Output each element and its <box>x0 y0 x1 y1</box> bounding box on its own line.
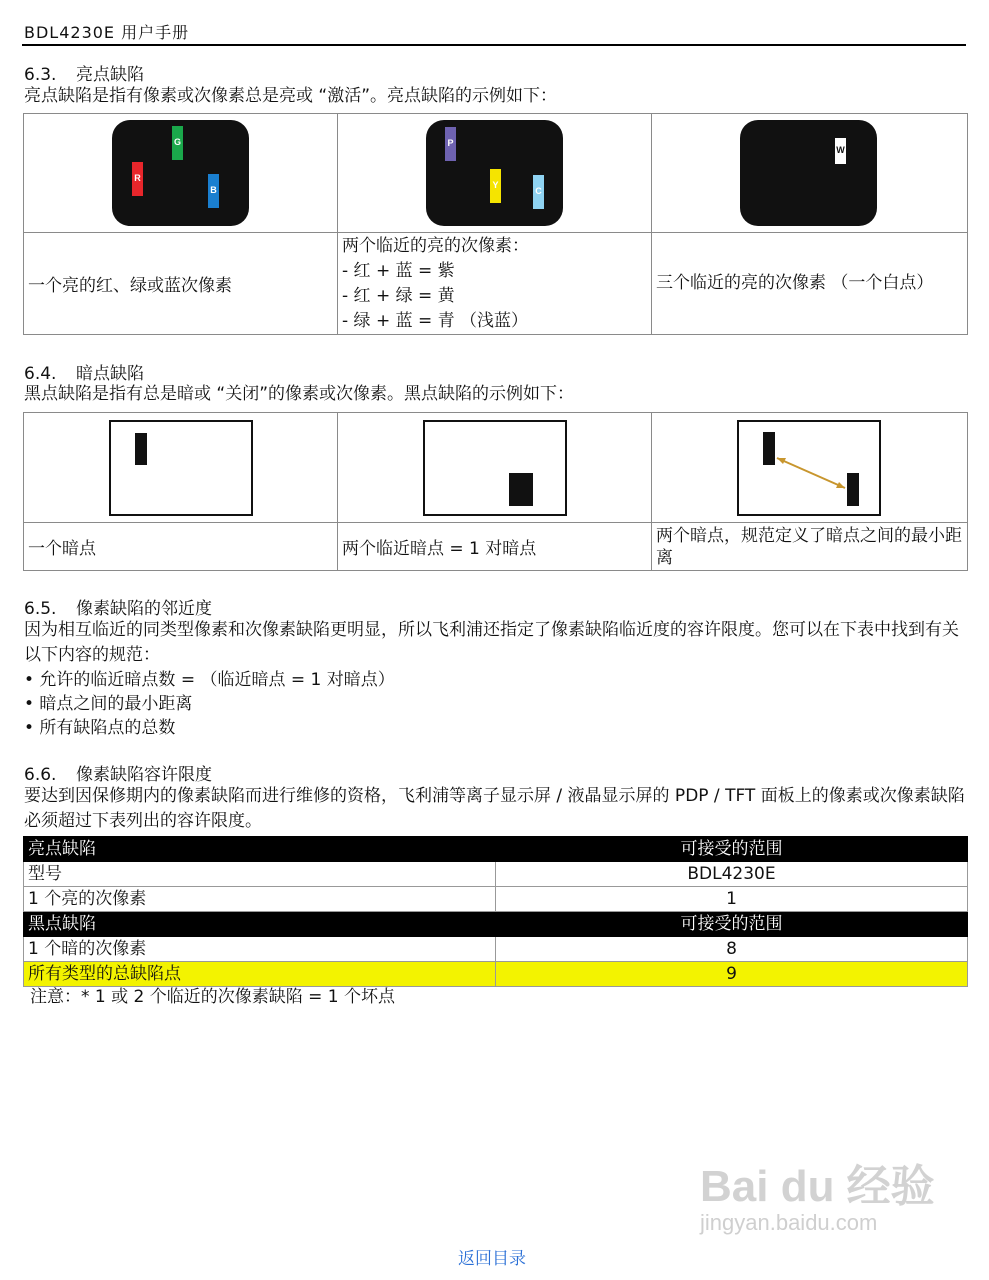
header-rule <box>22 44 966 46</box>
section-paragraph-6-6: 要达到因保修期内的像素缺陷而进行维修的资格，飞利浦等离子显示屏 / 液晶显示屏的 PDP / TFT 面板上的像素或次像素缺陷必须超过下表列出的容许限度。 <box>24 786 965 831</box>
table-cell: 所有类型的总缺陷点 <box>24 962 496 987</box>
section-title-6-3 <box>24 60 144 85</box>
distance-arrow-icon <box>739 422 879 514</box>
single-dark-dot-illustration <box>109 420 253 516</box>
table-cell: 1 个暗的次像素 <box>24 937 496 962</box>
dark-image-cell-1 <box>24 413 338 523</box>
bright-desc-cell-1: 一个亮的红、绿或蓝次像素 <box>24 233 338 335</box>
list-item: • 所有缺陷点的总数 <box>24 718 176 738</box>
dark-image-cell-2 <box>338 413 652 523</box>
tolerance-table <box>23 836 968 987</box>
dark-image-cell-3 <box>652 413 968 523</box>
back-to-contents-link[interactable]: 返回目录 <box>458 1249 526 1269</box>
bright-image-cell-1 <box>24 114 338 233</box>
section-intro-6-4: 黑点缺陷是指有总是暗或 “关闭”的像素或次像素。黑点缺陷的示例如下： <box>24 384 575 404</box>
two-bright-subpixels-illustration <box>426 120 563 226</box>
dark-desc-cell-3: 两个暗点，规范定义了暗点之间的最小距离 <box>652 523 968 571</box>
dark-dots-distance-illustration <box>737 420 881 516</box>
table-header-cell: 亮点缺陷 <box>24 837 496 862</box>
blue-subpixel: B <box>208 174 219 208</box>
red-subpixel: R <box>132 162 143 196</box>
yellow-subpixel: Y <box>490 169 501 203</box>
baidu-watermark-url: jingyan.baidu.com <box>700 1210 878 1235</box>
section-intro-6-3: 亮点缺陷是指有像素或次像素总是亮或 “激活”。亮点缺陷的示例如下： <box>24 86 558 106</box>
bright-desc-cell-2 <box>338 233 652 335</box>
dark-desc-cell-1: 一个暗点 <box>24 523 338 571</box>
section-heading: 像素缺陷容许限度 <box>76 765 212 785</box>
list-item: • 允许的临近暗点数 = （临近暗点 = 1 对暗点） <box>24 670 395 690</box>
table-cell: 8 <box>496 937 968 962</box>
section-number: 6.3. <box>24 65 57 85</box>
dark-desc-cell-2: 两个临近暗点 = 1 对暗点 <box>338 523 652 571</box>
three-bright-subpixels-illustration <box>740 120 877 226</box>
baidu-watermark-logo: Bai du 经验 <box>700 1162 935 1211</box>
requirement-list <box>24 668 395 740</box>
section-heading: 像素缺陷的邻近度 <box>76 599 212 619</box>
section-title-6-6 <box>24 760 212 785</box>
section-number: 6.6. <box>24 765 57 785</box>
section-heading: 亮点缺陷 <box>76 65 144 85</box>
bright-defect-table <box>23 113 968 335</box>
table-cell: BDL4230E <box>496 862 968 887</box>
dark-subpixel <box>135 433 147 465</box>
white-pixel: W <box>835 138 846 164</box>
table-row <box>24 937 968 962</box>
section-number: 6.5. <box>24 599 57 619</box>
table-cell: 1 个亮的次像素 <box>24 887 496 912</box>
section-number: 6.4. <box>24 364 57 384</box>
table-header-cell: 黑点缺陷 <box>24 912 496 937</box>
bright-desc-line: - 红 + 蓝 = 紫 <box>342 260 455 281</box>
bright-image-cell-3 <box>652 114 968 233</box>
cyan-subpixel: C <box>533 175 544 209</box>
table-cell: 1 <box>496 887 968 912</box>
section-title-6-5 <box>24 594 212 619</box>
table-header-row <box>24 912 968 937</box>
green-subpixel: G <box>172 126 183 160</box>
bright-image-cell-2 <box>338 114 652 233</box>
list-item: • 暗点之间的最小距离 <box>24 694 193 714</box>
table-cell: 9 <box>496 962 968 987</box>
adjacent-dark-dots-illustration <box>423 420 567 516</box>
table-row <box>24 862 968 887</box>
single-bright-subpixel-illustration <box>112 120 249 226</box>
table-header-cell: 可接受的范围 <box>496 837 968 862</box>
purple-subpixel: P <box>445 127 456 161</box>
dark-defect-table <box>23 412 968 571</box>
table-cell: 型号 <box>24 862 496 887</box>
section-heading: 暗点缺陷 <box>76 364 144 384</box>
document-header: BDL4230E 用户手册 <box>24 23 190 42</box>
bright-desc-line: - 绿 + 蓝 = 青 （浅蓝） <box>342 310 529 331</box>
table-row <box>24 887 968 912</box>
section-title-6-4 <box>24 359 144 384</box>
bright-desc-cell-3: 三个临近的亮的次像素 （一个白点） <box>652 233 968 335</box>
dark-dot-pair <box>509 473 533 506</box>
bright-desc-line: - 红 + 绿 = 黄 <box>342 285 455 306</box>
table-note: 注意：* 1 或 2 个临近的次像素缺陷 = 1 个坏点 <box>30 987 396 1007</box>
section-paragraph-6-5: 因为相互临近的同类型像素和次像素缺陷更明显，所以飞利浦还指定了像素缺陷临近度的容许限度。您可以在下表中找到有关以下内容的规范： <box>24 620 959 665</box>
table-header-row <box>24 837 968 862</box>
bright-desc-line: 两个临近的亮的次像素： <box>342 235 529 256</box>
table-header-cell: 可接受的范围 <box>496 912 968 937</box>
